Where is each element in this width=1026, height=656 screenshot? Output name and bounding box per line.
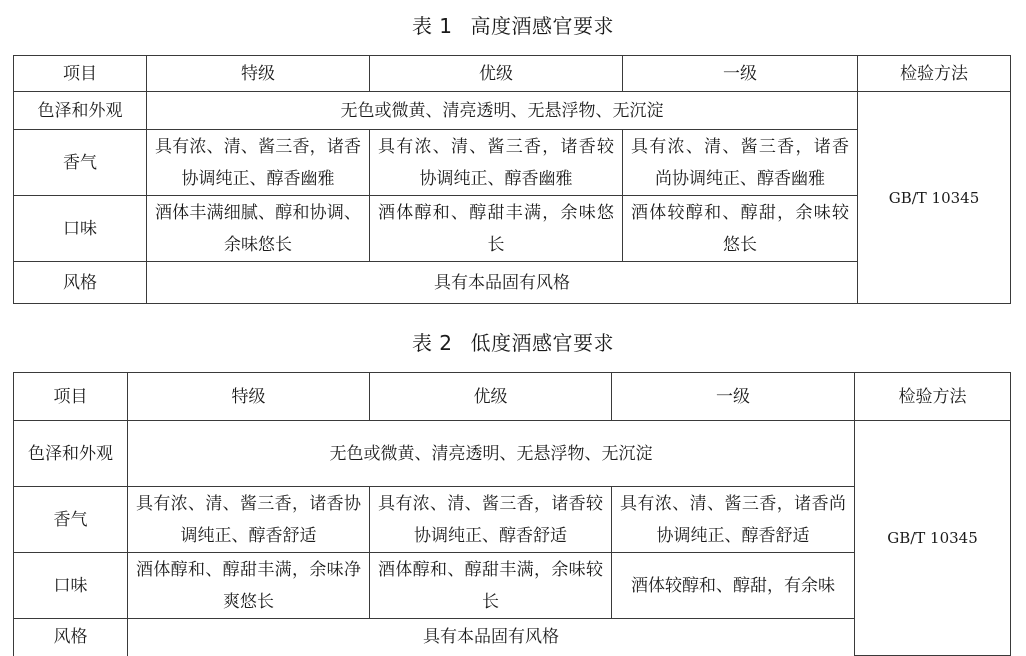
table2-header-method: 检验方法: [855, 373, 1011, 421]
table2-header-item: 项目: [14, 373, 128, 421]
table1-aroma-label: 香气: [14, 130, 147, 196]
table2-style-value: 具有本品固有风格: [128, 619, 855, 656]
table1-header-first: 一级: [623, 56, 858, 92]
table2-caption: [0, 327, 1026, 356]
table2-header-first: 一级: [612, 373, 855, 421]
table2-header-row: [14, 373, 1011, 421]
table2-caption-title: 低度酒感官要求: [470, 331, 615, 355]
table1-aroma-first: 具有浓、清、酱三香，诸香尚协调纯正、醇香幽雅: [623, 130, 858, 196]
table1-aroma-superior: 具有浓、清、酱三香，诸香较协调纯正、醇香幽雅: [370, 130, 623, 196]
table2-row-color: [14, 421, 1011, 487]
table1-caption-number: 表 1: [411, 14, 453, 38]
table1-taste-label: 口味: [14, 196, 147, 262]
table2-style-label: 风格: [14, 619, 128, 656]
table1-header-method: 检验方法: [858, 56, 1011, 92]
table2-taste-premium: 酒体醇和、醇甜丰满，余味净爽悠长: [128, 553, 370, 619]
table1-color-label: 色泽和外观: [14, 92, 147, 130]
table2-aroma-superior: 具有浓、清、酱三香，诸香较协调纯正、醇香舒适: [370, 487, 612, 553]
table2-aroma-premium: 具有浓、清、酱三香，诸香协调纯正、醇香舒适: [128, 487, 370, 553]
table1-taste-premium: 酒体丰满细腻、醇和协调、余味悠长: [147, 196, 370, 262]
table2-taste-first: 酒体较醇和、醇甜，有余味: [612, 553, 855, 619]
table1-style-label: 风格: [14, 262, 147, 304]
table1-header-premium: 特级: [147, 56, 370, 92]
table2-aroma-first: 具有浓、清、酱三香，诸香尚协调纯正、醇香舒适: [612, 487, 855, 553]
table2-taste-label: 口味: [14, 553, 128, 619]
table1-row-color: [14, 92, 1011, 130]
table2-method-value: GB/T 10345: [855, 421, 1011, 656]
table2-taste-superior: 酒体醇和、醇甜丰满，余味较长: [370, 553, 612, 619]
table1: [13, 55, 1011, 304]
table1-method-value: GB/T 10345: [858, 92, 1011, 304]
table1-aroma-premium: 具有浓、清、酱三香，诸香协调纯正、醇香幽雅: [147, 130, 370, 196]
table1-taste-superior: 酒体醇和、醇甜丰满，余味悠长: [370, 196, 623, 262]
table2: [13, 372, 1011, 656]
table1-style-value: 具有本品固有风格: [147, 262, 858, 304]
table2-color-label: 色泽和外观: [14, 421, 128, 487]
table2-caption-number: 表 2: [411, 331, 453, 355]
table1-caption-title: 高度酒感官要求: [470, 14, 615, 38]
table1-header-row: [14, 56, 1011, 92]
table2-aroma-label: 香气: [14, 487, 128, 553]
table1-caption: [0, 10, 1026, 39]
table1-color-value: 无色或微黄、清亮透明、无悬浮物、无沉淀: [147, 92, 858, 130]
table1-header-item: 项目: [14, 56, 147, 92]
table2-header-superior: 优级: [370, 373, 612, 421]
table1-taste-first: 酒体较醇和、醇甜，余味较悠长: [623, 196, 858, 262]
table2-header-premium: 特级: [128, 373, 370, 421]
table2-color-value: 无色或微黄、清亮透明、无悬浮物、无沉淀: [128, 421, 855, 487]
table1-header-superior: 优级: [370, 56, 623, 92]
